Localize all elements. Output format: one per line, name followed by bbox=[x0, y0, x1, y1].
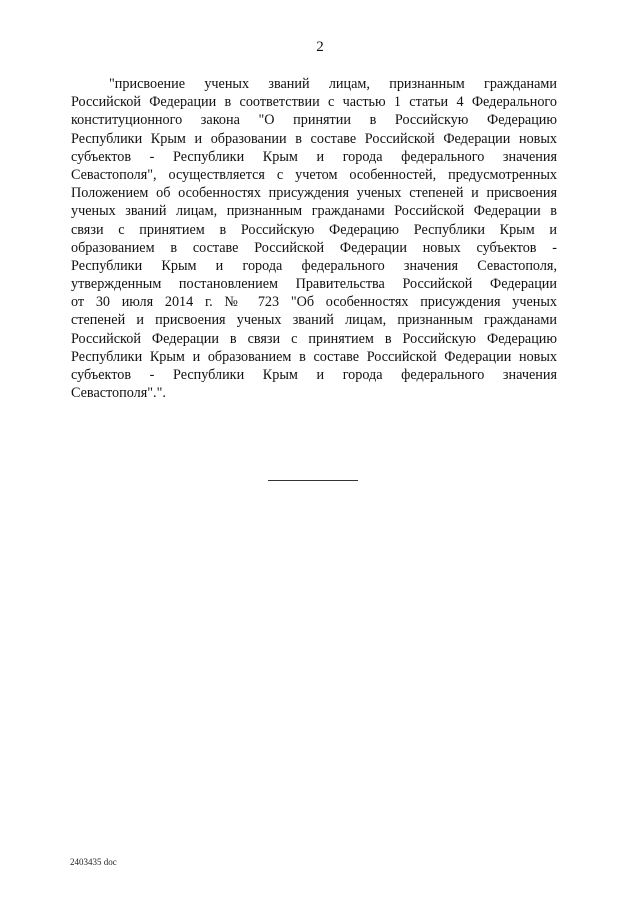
body-line: степеней и присвоения ученых званий лицам, признанным гражданами bbox=[71, 312, 557, 329]
body-line: связи с принятием в Российскую Федерацию Республики Крым и bbox=[71, 221, 557, 238]
end-separator-line bbox=[268, 480, 358, 481]
body-line: конституционного закона "О принятии в Российскую Федерацию bbox=[71, 112, 557, 129]
body-line: Севастополя", осуществляется с учетом особенностей, предусмотренных bbox=[71, 166, 557, 183]
body-line: Республики Крым и образовании в составе Российской Федерации новых bbox=[71, 130, 557, 147]
body-line: субъектов - Республики Крым и города федерального значения bbox=[71, 148, 557, 165]
body-line: от 30 июля 2014 г. № 723 "Об особенностях присуждения ученых bbox=[71, 294, 557, 311]
body-line: "присвоение ученых званий лицам, признанным гражданами bbox=[109, 76, 557, 92]
body-line: Республики Крым и образованием в составе Российской Федерации новых bbox=[71, 348, 557, 365]
body-line: Российской Федерации в соответствии с частью 1 статьи 4 Федерального bbox=[71, 94, 557, 111]
body-line: Республики Крым и города федерального значения Севастополя, bbox=[71, 257, 557, 274]
body-line: образованием в составе Российской Федерации новых субъектов - bbox=[71, 239, 557, 256]
document-code: 2403435 doc bbox=[70, 857, 117, 867]
body-text bbox=[71, 75, 557, 402]
body-line: Положением об особенностях присуждения ученых степеней и присвоения bbox=[71, 185, 557, 202]
body-line: ученых званий лицам, признанным гражданами Российской Федерации в bbox=[71, 203, 557, 220]
body-line: субъектов - Республики Крым и города федерального значения bbox=[71, 367, 557, 383]
page-number: 2 bbox=[316, 39, 324, 55]
body-line: утвержденным постановлением Правительства Российской Федерации bbox=[71, 276, 557, 293]
body-line: Российской Федерации в связи с принятием в Российскую Федерацию bbox=[71, 330, 557, 347]
body-line: Севастополя".". bbox=[71, 385, 166, 402]
